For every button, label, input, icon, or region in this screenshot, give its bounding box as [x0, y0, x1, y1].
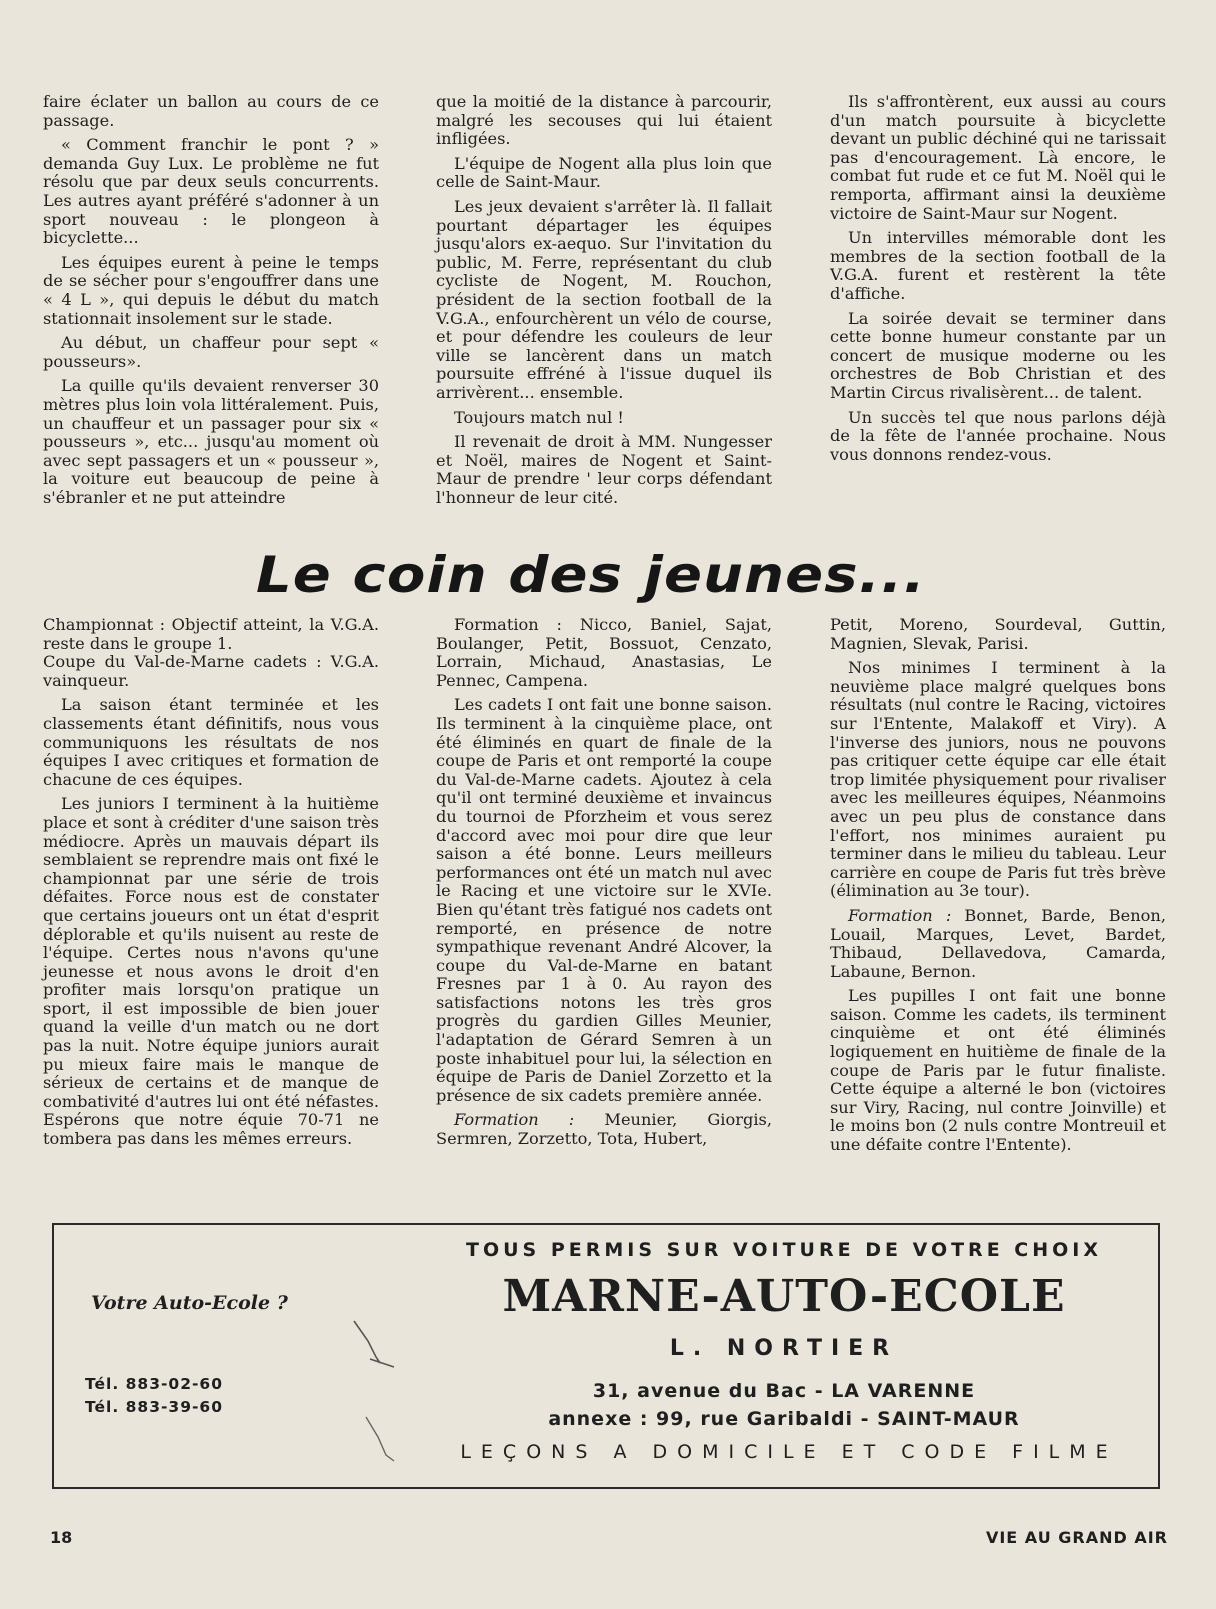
paragraph: Un intervilles mémorable dont les membres de la section football de la V.G.A. furent et restèrent la tête d'affiche.: [830, 228, 1166, 303]
paragraph: Les juniors I terminent à la huitième place et sont à créditer d'une saison très médiocre. Après un mauvais départ ils semblaient se reprendre mais ont fixé le championnat par une série de trois défaites. Force nous est de constater que certains joueurs ont un état d'esprit déplorable et qu'ils nuisent au reste de l'équipe. Certes nous n'avons qu'une jeunesse et nous avons le droit d'en profiter mais lorsqu'on pratique un sport, il est impossible de bien jouer quand la veille d'un match ou ne dort pas la nuit. Notre équipe juniors aurait pu mieux faire mais le manque de sérieux de certains et de manque de combativité d'autres lui ont été néfastes. Espérons que notre équie 70-71 ne tombera pas dans les mêmes erreurs.: [43, 794, 379, 1149]
intro-line: Championnat : Objectif atteint, la V.G.A. reste dans le groupe 1.: [43, 615, 379, 653]
paragraph: La soirée devait se terminer dans cette bonne humeur constante par un concert de musique moderne ou les orchestres de Bob Christian et des Martin Circus rivalisèrent... de talent.: [830, 308, 1166, 402]
paragraph: Les équipes eurent à peine le temps de se sécher pour s'engouffrer dans une « 4 L », qui depuis le début du match stationnait insolement sur le stade.: [43, 252, 379, 328]
paragraph: « Comment franchir le pont ? » demanda Guy Lux. Le problème ne fut résolu que par deux seuls concurrents. Les autres ayant préféré s'adonner à un sport nouveau : le plongeon à bicyclette...: [43, 135, 379, 248]
page-number: 18: [50, 1528, 73, 1547]
top-article-column-2: [436, 93, 772, 513]
paragraph: Au début, un chaffeur pour sept « pousseurs».: [43, 333, 379, 371]
formation-label: Formation :: [454, 615, 562, 634]
paragraph: Les jeux devaient s'arrêter là. Il fallait pourtant départager les équipes jusqu'alors ex-aequo. Sur l'invitation du public, M. Ferre, représentant du club cycliste de Nogent, M. Rouchon, président de la section football de la V.G.A., enfourchèrent un vélo de course, et pour défendre les couleurs de leur ville se lancèrent dans un match poursuite effréné à l'issue duquel ils arrivèrent... ensemble.: [436, 196, 772, 402]
formation-list: Meunier, Giorgis, Sermren, Zorzetto, Tota, Hubert,: [436, 1110, 772, 1149]
paragraph: Ils s'affrontèrent, eux aussi au cours d'un match poursuite à bicyclette devant un public déchiné qui ne tarissait pas d'encouragement. Là encore, le combat fut rude et ce fut M. Noël qui le remporta, affirmant ainsi la deuxième victoire de Saint-Maur sur Nogent.: [830, 92, 1166, 223]
driving-school-ad: [52, 1223, 1160, 1489]
ad-headline: TOUS PERMIS SUR VOITURE DE VOTRE CHOIX: [466, 1239, 1102, 1261]
magazine-name: VIE AU GRAND AIR: [985, 1528, 1168, 1547]
section-headline: Le coin des jeunes...: [256, 546, 926, 604]
paragraph: Toujours match nul !: [454, 407, 624, 427]
paragraph: Il revenait de droit à MM. Nungesser et Noël, maires de Nogent et Saint-Maur de prendre ' leur corps défendant l'honneur de leur cité.: [436, 432, 772, 507]
youth-article-column-1: [43, 616, 379, 1155]
formation-paragraph: [830, 907, 1166, 981]
paragraph: faire éclater un ballon au cours de ce passage.: [43, 92, 379, 130]
paragraph: La quille qu'ils devaient renverser 30 mètres plus loin vola littéralement. Puis, un chauffeur et un passager pour six « pousseurs », etc... jusqu'au moment où avec sept passagers et un « pousseur », la voiture eut beaucoup de peine à s'ébranler et ne put atteindre: [43, 376, 379, 507]
ad-owner: L. NORTIER: [669, 1336, 899, 1361]
youth-article-column-3: [830, 616, 1166, 1161]
paragraph: que la moitié de la distance à parcourir, malgré les secouses qui lui étaient infligées.: [436, 92, 772, 149]
formation-list: Bonnet, Barde, Benon, Louail, Marques, Levet, Bardet, Thibaud, Dellavedova, Camarda, Labaune, Bernon.: [830, 905, 1166, 981]
formation-continued: Petit, Moreno, Sourdeval, Guttin, Magnien, Slevak, Parisi.: [830, 615, 1166, 653]
scratch-mark-icon: [364, 1415, 404, 1465]
top-article-column-3: [830, 93, 1166, 470]
paragraph: Les cadets I ont fait une bonne saison. Ils terminent à la cinquième place, ont été éliminés en quart de finale de la coupe de Paris et ont remporté la coupe du Val-de-Marne cadets. Ajoutez à cela qu'il ont terminé deuxième et invaincus du tournoi de Pforzheim et vous serez d'accord avec moi pour dire que leur saison a été bonne. Leurs meilleurs performances ont été un match nul avec le Racing et une victoire sur le XVIe. Bien qu'étant très fatigué nos cadets ont remporté, en présence de notre sympathique revenant André Alcover, la coupe du Val-de-Marne en batant Fresnes par 1 à 0. Au rayon des satisfactions notons les très gros progrès du gardien Gilles Meunier, l'adaptation de Gérard Semren à un poste inhabituel pour lui, la sélection en équipe de Paris de Daniel Zorzetto et la présence de six cadets première année.: [436, 695, 772, 1105]
paragraph: La saison étant terminée et les classements étant définitifs, nous vous communiquons les résultats de nos équipes I avec critiques et formation de chacune de ces équipes.: [43, 695, 379, 789]
phone-number: Tél. 883-02-60: [85, 1375, 223, 1393]
ad-brand: MARNE-AUTO-ECOLE: [502, 1271, 1066, 1322]
ad-address: 31, avenue du Bac - LA VARENNE: [592, 1380, 976, 1402]
intro-line: Coupe du Val-de-Marne cadets : V.G.A. vainqueur.: [43, 652, 379, 690]
ad-footer: LEÇONS A DOMICILE ET CODE FILME: [460, 1441, 1118, 1463]
formation-list: Nicco, Baniel, Sajat, Boulanger, Petit, Bossuot, Cenzato, Lorrain, Michaud, Anastasias, Le Pennec, Campena.: [436, 615, 772, 690]
paragraph: L'équipe de Nogent alla plus loin que celle de Saint-Maur.: [436, 153, 772, 192]
paragraph: Un succès tel que nous parlons déjà de la fête de l'année prochaine. Nous vous donnons rendez-vous.: [830, 407, 1166, 464]
phone-number: Tél. 883-39-60: [85, 1398, 223, 1416]
formation-label: Formation :: [454, 1110, 575, 1130]
paragraph: Les pupilles I ont fait une bonne saison. Comme les cadets, ils terminent cinquième et ont été éliminés logiquement en huitième de finale de la coupe de Paris par le futur finaliste. Cette équipe a alterné le bon (victoires sur Viry, Racing, nul contre Joinville) et le moins bon (2 nuls contre Montreuil et une défaite contre l'Entente).: [830, 986, 1166, 1155]
top-article-column-1: [43, 93, 379, 513]
ad-tagline: Votre Auto-Ecole ?: [91, 1292, 288, 1314]
formation-paragraph: [436, 1111, 772, 1148]
formation-paragraph: [436, 616, 772, 690]
ad-annex: annexe : 99, rue Garibaldi - SAINT-MAUR: [548, 1408, 1020, 1430]
scratch-mark-icon: [350, 1319, 400, 1379]
paragraph: Nos minimes I terminent à la neuvième place malgré quelques bons résultats (nul contre le Racing, victoires sur l'Entente, Malakoff et Viry). A l'inverse des juniors, nous ne pouvons pas critiquer cette équipe car elle était trop limitée physiquement pour rivaliser avec les meilleures équipes, Néanmoins avec un peu plus de constance dans l'effort, nos minimes auraient pu terminer dans le milieu du tableau. Leur carrière en coupe de Paris fut très brève (élimination au 3e tour).: [830, 658, 1166, 901]
formation-label: Formation :: [848, 905, 952, 925]
youth-article-column-2: [436, 616, 772, 1155]
